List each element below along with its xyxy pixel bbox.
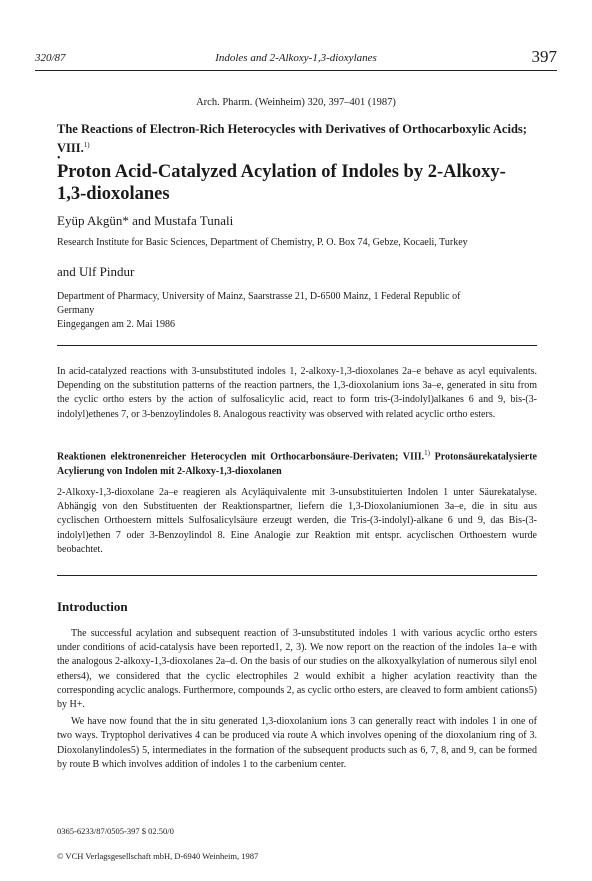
article-title: Proton Acid-Catalyzed Acylation of Indoles by 2-Alkoxy-1,3-dioxolanes — [57, 162, 506, 204]
series-title: The Reactions of Electron-Rich Heterocycles with Derivatives of Orthocarboxylic Acids; VIII.$^{1)}$ — [57, 122, 527, 156]
affiliation-2 — [57, 290, 537, 332]
abstract-german: 2-Alkoxy-1,3-dioxolane 2a–e reagieren als Acyläquivalente mit 3-unsubstituierten Indolen 1 unter Säurekatalyse. Abhängig von den Substituenten der Reaktionspartner, liefern die 1,3-Dioxolaniumionen 3a–e, die in situ aus cyclischen Orthoestern mittels Sulfosalicylsäure erzeugt werden, die Tris-(3-indolyl)-alkane 6 und 9, das Bis-(3-indolyl)ethen 7 oder 3-Benzoylindol 8. Eine Analogie zur Reaktion mit entspr. acyclischen Orthoestern wurde beobachtet. — [57, 487, 537, 555]
authors-group-2: and Ulf Pindur — [57, 264, 135, 279]
page-number: 397 — [531, 47, 557, 66]
section-heading-introduction: Introduction — [57, 599, 128, 614]
series-footnote-ref: 1) — [83, 141, 90, 149]
abstract-rule-bottom — [57, 575, 537, 576]
abstract-german-title: Reaktionen elektronenreicher Heterocyclen mit Orthocarbonsäure-Derivaten; VIII.$^{1)}$ Protonsäurekatalysierte Acylierung von Indolen mit 2-Alkoxy-1,3-dioxolanen — [57, 449, 537, 477]
affiliation-1: Research Institute for Basic Sciences, Department of Chemistry, P. O. Box 74, Gebze, Kocaeli, Turkey — [57, 237, 468, 248]
abstract-english: In acid-catalyzed reactions with 3-unsubstituted indoles 1, 2-alkoxy-1,3-dioxolanes 2a–e behave as acyl equivalents. Depending on the substitution patterns of the reaction partners, the 1,3-dioxolanium ions 3a–e, generated in situ from the cyclic ortho esters by the action of sulfosalicylic acid, react to form tris-(3-indolyl)alkanes 6 and 9, bis-(3-indolyl)ethenes 7, or 3-benzoylindoles 8. Analogous reactivity was observed with related acyclic ortho esters. — [57, 366, 537, 420]
issn-price-code: 0365-6233/87/0505-397 $ 02.50/0 — [57, 826, 174, 836]
introduction-paragraph-2: We have now found that the in situ generated 1,3-dioxolanium ions 3 can generally react with indoles 1 in one of two ways. Tryptophol derivatives 4 can be produced via route A which involves opening of the dioxolanium ring of 3. Dioxolanylindoles5) 5, intermediates in the formation of the subsequent products such as 6, 7, 8, and 9, can be formed by route B which involves addition of indoles 1 to the carbenium center. — [57, 716, 537, 770]
received-date: Eingegangen am 2. Mai 1986 — [57, 319, 176, 330]
german-title-footnote-ref: 1) — [424, 449, 430, 457]
abstract-rule-top — [57, 345, 537, 346]
journal-volume-code: 320/87 — [35, 52, 66, 64]
bullet-mark: • — [57, 153, 61, 164]
copyright-line: © VCH Verlagsgesellschaft mbH, D-6940 Weinheim, 1987 — [57, 851, 259, 861]
introduction-paragraph-1: The successful acylation and subsequent reaction of 3-unsubstituted indoles 1 with various acyclic ortho esters under conditions of acid-catalysis have been reported1, 2, 3). We now report on the reaction of the indoles 1a–e with the analogous 2-alkoxy-1,3-dioxolanes 2a–d. On the basis of our studies on the alkoxyalkylation of numerous silyl enol ethers4), we considered that the cyclic electrophiles 2 would exhibit a higher acylation reactivity than the corresponding acyclic analogs. Furthermore, compounds 2, as cyclic ortho esters, are cleaved to form ambient cations5) by H+. — [57, 628, 537, 711]
introduction-body — [57, 627, 537, 772]
affiliation-2-line-1: Department of Pharmacy, University of Mainz, Saarstrasse 21, D-6500 Mainz, 1 Federal Republic of — [57, 291, 461, 302]
affiliation-2-line-2: Germany — [57, 305, 95, 316]
running-title: Indoles and 2-Alkoxy-1,3-dioxylanes — [215, 52, 377, 64]
authors-group-1: Eyüp Akgün* and Mustafa Tunali — [57, 213, 234, 228]
header-rule — [35, 70, 557, 71]
journal-citation: Arch. Pharm. (Weinheim) 320, 397–401 (1987) — [196, 97, 396, 108]
running-header — [35, 47, 557, 68]
